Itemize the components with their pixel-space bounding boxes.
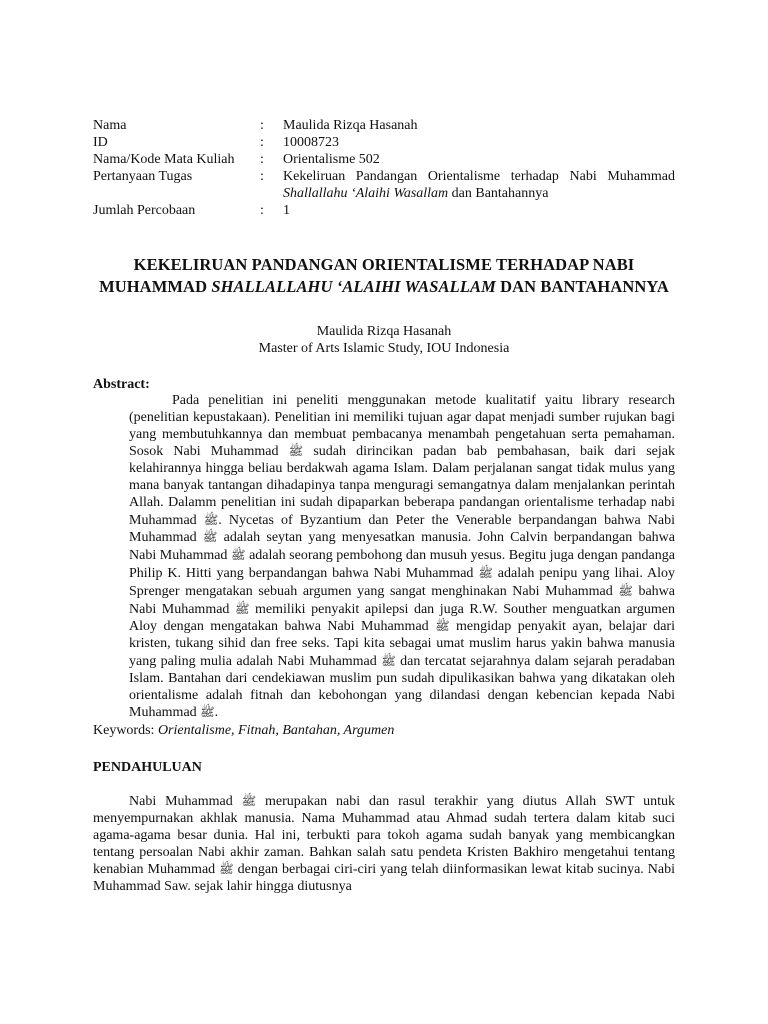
info-value: Maulida Rizqa Hasanah [283,118,418,133]
title-text: KEKELIRUAN PANDANGAN ORIENTALISME TERHADAP NABI MUHAMMAD [99,255,635,296]
info-row-attempts [93,202,675,219]
paper-page [93,117,675,896]
abstract-segment: mengidap penyakit ayan, belajar dari kristen, tukang sihid dan free seks. Tapi kita sebagai umat muslim harus yakin bahwa manusia yang paling mulia adalah Nabi Muhammad [129,619,675,669]
abstract-segment: memiliki penyakit apilepsi dan juga R.W. Souther menguatkan argumen Aloy dengan mengatakan bahwa Nabi Muhammad [129,601,675,635]
saw-symbol: ﷺ [231,548,246,563]
author-block [93,323,675,357]
question-text-end: dan Bantahannya [448,186,549,201]
info-row-question [93,168,675,202]
info-row-id [93,134,675,151]
introduction-text [93,793,675,896]
saw-symbol: ﷺ [203,512,219,527]
introduction-segment: merupakan nabi dan rasul terakhir yang diutus Allah SWT untuk menyempurnakan akhlak manusia. Nama Muhammad atau Ahmad sudah tertera dalam kitab suci agama-agama besar dunia. Hal ini, terbukti para tokoh agama sudah banyak yang membicangkan tentang persoalan Nabi akhir zaman. Bahkan salah satu pendeta Kristen Bakhiro mengetahui tentang kenabian Muhammad [93,794,675,878]
saw-symbol: ﷺ [288,444,304,459]
keywords-line [93,722,675,739]
abstract-segment: sudah dirincikan padan bab pembahasan, baik dari sejak kelahirannya hingga beliau berdakwah agama Islam. Dalam perjalanan sangat tidak mulus yang mana banyak tantangan dihadapinya tanpa menguragi semangatnya dalam menjalankan perintah Allah. Dalamm penelitian ini sudah dipaparkan beberapa pandangan orientalisme terhadap nabi Muhammad [129,444,676,528]
abstract-segment: adalah seorang pembohong dan musuh yesus. Begitu juga dengan pandanga Philip K. Hitti yang berpandangan bahwa Nabi Muhammad [129,548,675,581]
info-value: Orientalisme 502 [283,152,380,167]
abstract-segment: adalah seytan yang menyesatkan manusia. John Calvin berpandangan bahwa Nabi Muhammad [129,530,675,564]
keywords-value: Orientalisme, Fitnah, Bantahan, Argumen [157,723,395,739]
info-label: Jumlah Percobaan [93,203,196,218]
info-label: ID [93,135,108,150]
saw-symbol: ﷺ [234,601,250,616]
info-separator: : [260,203,264,218]
info-row-nama [93,117,675,134]
question-text-italic: Shallallahu ‘Alaihi Wasallam [283,186,449,201]
info-separator: : [260,152,264,167]
abstract-segment: dan tercatat sejarahnya dalam sejarah peradaban Islam. Bantahan dari cendekiawan muslim pun sudah dipulikasikan bahwa yang dikatakan oleh orientalisme adalah fitnah dan kebohongan yang dilandasi dengan kebencian kepada Nabi Muhammad [129,653,675,721]
saw-symbol: ﷺ [381,653,396,668]
info-label: Nama [93,118,127,133]
abstract-segment: . [214,705,219,721]
abstract-text [129,393,675,722]
info-separator: : [260,135,264,150]
question-text: Kekeliruan Pandangan Orientalisme terhadap Nabi Muhammad [283,169,675,184]
info-label: Nama/Kode Mata Kuliah [93,152,235,167]
abstract-segment: bahwa Nabi Muhammad [129,583,676,617]
abstract-segment: adalah penipu yang lihai. Aloy Sprenger mengatakan sebuah argumen yang sangat menghinakan Nabi Muhammad [129,565,675,599]
saw-symbol: ﷺ [241,794,257,809]
info-value [283,168,675,202]
saw-symbol: ﷺ [478,565,493,580]
section-heading-introduction: PENDAHULUAN [93,760,202,776]
author-name: Maulida Rizqa Hasanah [316,324,452,339]
saw-symbol: ﷺ [219,862,234,877]
saw-symbol: ﷺ [200,705,215,720]
keywords-label: Keywords: [93,723,158,739]
assignment-info-table [93,117,675,219]
info-separator: : [260,169,264,184]
info-label: Pertanyaan Tugas [93,169,193,184]
title-text-italic: SHALLALLAHU ‘ALAIHI WASALLAM [211,277,496,296]
info-row-course [93,151,675,168]
title-text-end: DAN BANTAHANNYA [495,277,669,296]
author-affiliation: Master of Arts Islamic Study, IOU Indonesia [258,341,510,356]
paper-title [93,254,675,298]
info-separator: : [260,118,264,133]
saw-symbol: ﷺ [202,530,218,545]
saw-symbol: ﷺ [435,619,450,634]
introduction-segment: dengan berbagai ciri-ciri yang telah diinformasikan lewat kitab sucinya. Nabi Muhammad Saw. sejak lahir hingga diutusnya [93,862,675,895]
introduction-segment: Nabi Muhammad [129,794,242,810]
abstract-heading: Abstract: [93,377,150,392]
abstract-segment: . Nycetas of Byzantium dan Peter the Venerable berpandangan bahwa Nabi Muhammad [129,512,675,546]
info-value: 10008723 [283,135,339,150]
abstract-segment: Pada penelitian ini peneliti menggunakan metode kualitatif yaitu library research (penelitian kepustakaan). Penelitian ini memiliki tujuan agar dapat menjadi sumber rujukan bagi yang membutuhkannya dan membuat pembacanya menambah pengetahuan serta pemahaman. Sosok Nabi Muhammad [129,393,675,460]
info-value: 1 [283,203,290,218]
saw-symbol: ﷺ [618,583,633,598]
